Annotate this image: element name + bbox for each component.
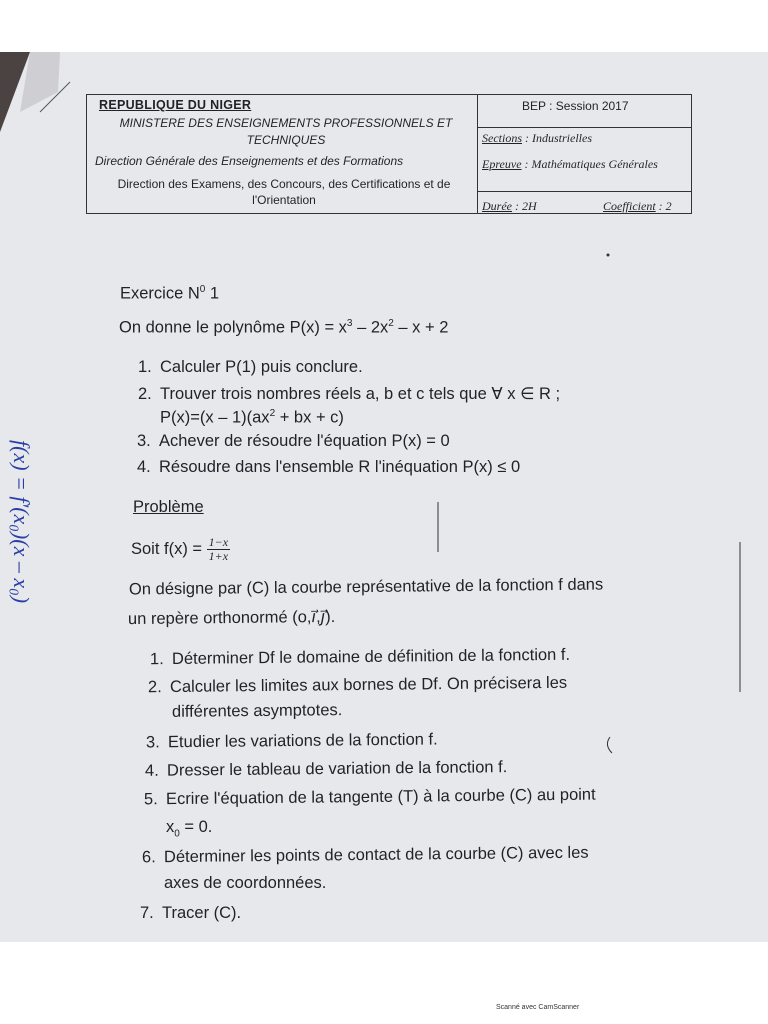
- sections-value: : Industrielles: [522, 131, 592, 145]
- direction-generale: Direction Générale des Enseignements et des Formations: [95, 154, 404, 168]
- vector-j: j⃗: [320, 608, 326, 627]
- item-text: Calculer les limites aux bornes de Df. On précisera les: [169, 673, 568, 696]
- ministry-name: MINISTERE DES ENSEIGNEMENTS PROFESSIONNELS ET TECHNIQUES: [119, 116, 453, 147]
- problem-item-2-cont: différentes asymptotes.: [171, 701, 343, 721]
- problem-item-6: [142, 844, 589, 868]
- item-text: Trouver trois nombres réels a, b et c tels que ∀ x ∈ R ;: [160, 385, 561, 403]
- intro-sup1: 3: [346, 318, 353, 329]
- item-text: Déterminer Df le domaine de définition de la fonction f.: [171, 645, 571, 668]
- epreuve-value: : Mathématiques Générales: [521, 157, 658, 171]
- republic-title: REPUBLIQUE DU NIGER: [99, 98, 252, 112]
- fraction-numerator: 1−x: [208, 535, 229, 549]
- function-fraction: [207, 536, 230, 563]
- exercise-item-2-formula: [160, 408, 344, 428]
- item-number: 3.: [137, 432, 151, 450]
- scanner-credit: Scanné avec CamScanner: [496, 1004, 580, 1011]
- exercise-item-1: [138, 358, 363, 377]
- item-text: Achever de résoudre l'équation P(x) = 0: [159, 432, 450, 450]
- sections-label: Sections: [482, 131, 522, 145]
- item-number: 4.: [144, 761, 159, 780]
- problem-item-1: [150, 646, 570, 669]
- item-text: Etudier les variations de la fonction f.: [167, 730, 438, 752]
- function-label: Soit f(x) =: [131, 539, 207, 558]
- problem-title: Problème: [133, 498, 204, 516]
- item-number: 5.: [143, 790, 158, 809]
- item-number: 3.: [145, 733, 160, 752]
- item-number: 2.: [147, 678, 162, 697]
- item-number: 6.: [141, 848, 156, 867]
- exam-session: BEP : Session 2017: [522, 99, 629, 113]
- problem-item-5-cont: [166, 818, 212, 839]
- problem-item-6-cont: axes de coordonnées.: [164, 874, 327, 892]
- problem-item-5: [144, 786, 596, 810]
- exam-content: [0, 52, 768, 942]
- formula-suffix: + bx + c): [275, 408, 344, 427]
- item-number: 4.: [137, 458, 151, 476]
- scanned-page: [0, 52, 768, 942]
- item-number: 1.: [138, 358, 152, 376]
- item-text: Déterminer les points de contact de la courbe (C) avec les: [163, 843, 589, 867]
- coefficient-label: Coefficient: [603, 199, 656, 213]
- item-text: Dresser le tableau de variation de la fonction f.: [166, 758, 508, 780]
- item-number: 7.: [140, 904, 154, 922]
- problem-function: [131, 536, 230, 563]
- problem-item-2: [148, 674, 567, 697]
- exercise-intro: [119, 318, 448, 338]
- intro-sup2: 2: [388, 318, 394, 329]
- intro-prefix: On donne le polynôme P(x) = x: [119, 318, 347, 337]
- intro-mid: – 2x: [352, 318, 389, 337]
- vector-i: i⃗: [311, 608, 317, 627]
- item-text: Tracer (C).: [162, 904, 242, 922]
- problem-item-7: [140, 904, 241, 923]
- repere-prefix: un repère orthonormé (o,: [127, 608, 312, 629]
- exercise-title-text: Exercice N: [120, 284, 200, 303]
- exercise-item-3: [137, 432, 450, 451]
- intro-suffix: – x + 2: [393, 318, 449, 337]
- exercise-title: [120, 284, 219, 304]
- duree-value: : 2H: [512, 199, 537, 213]
- epreuve-label: Epreuve: [482, 157, 522, 171]
- exercise-title-sup: 0: [199, 284, 206, 295]
- item-number: 2.: [138, 385, 152, 403]
- problem-item-3: [146, 730, 438, 752]
- x-variable: x: [166, 818, 175, 836]
- handwritten-note: f(x) = f'(x₀)(x – x₀): [9, 440, 34, 604]
- problem-description-1: On désigne par (C) la courbe représentative de la fonction f dans: [128, 575, 604, 599]
- problem-description-2: un repère orthonormé (o,i⃗,j⃗).: [127, 607, 336, 629]
- item-text: Résoudre dans l'ensemble R l'inéquation P(x) ≤ 0: [159, 458, 521, 476]
- formula-prefix: P(x)=(x – 1)(ax: [160, 408, 270, 427]
- item-text: Ecrire l'équation de la tangente (T) à la courbe (C) au point: [165, 785, 596, 809]
- problem-item-4: [145, 758, 507, 781]
- x-subscript: 0: [174, 828, 180, 840]
- exercise-item-2: [138, 384, 560, 404]
- direction-examens: Direction des Examens, des Concours, des Certifications et de l'Orientation: [117, 177, 451, 207]
- duree-label: Durée: [482, 199, 512, 213]
- fraction-denominator: 1+x: [208, 549, 229, 563]
- coefficient-value: : 2: [655, 199, 672, 213]
- formula-sup: 2: [269, 408, 276, 419]
- exercise-item-4: [137, 458, 520, 477]
- exercise-title-num: 1: [205, 284, 220, 303]
- x-value: = 0.: [179, 818, 213, 836]
- repere-suffix: ).: [325, 607, 336, 627]
- item-number: 1.: [149, 650, 164, 669]
- item-text: Calculer P(1) puis conclure.: [160, 358, 363, 376]
